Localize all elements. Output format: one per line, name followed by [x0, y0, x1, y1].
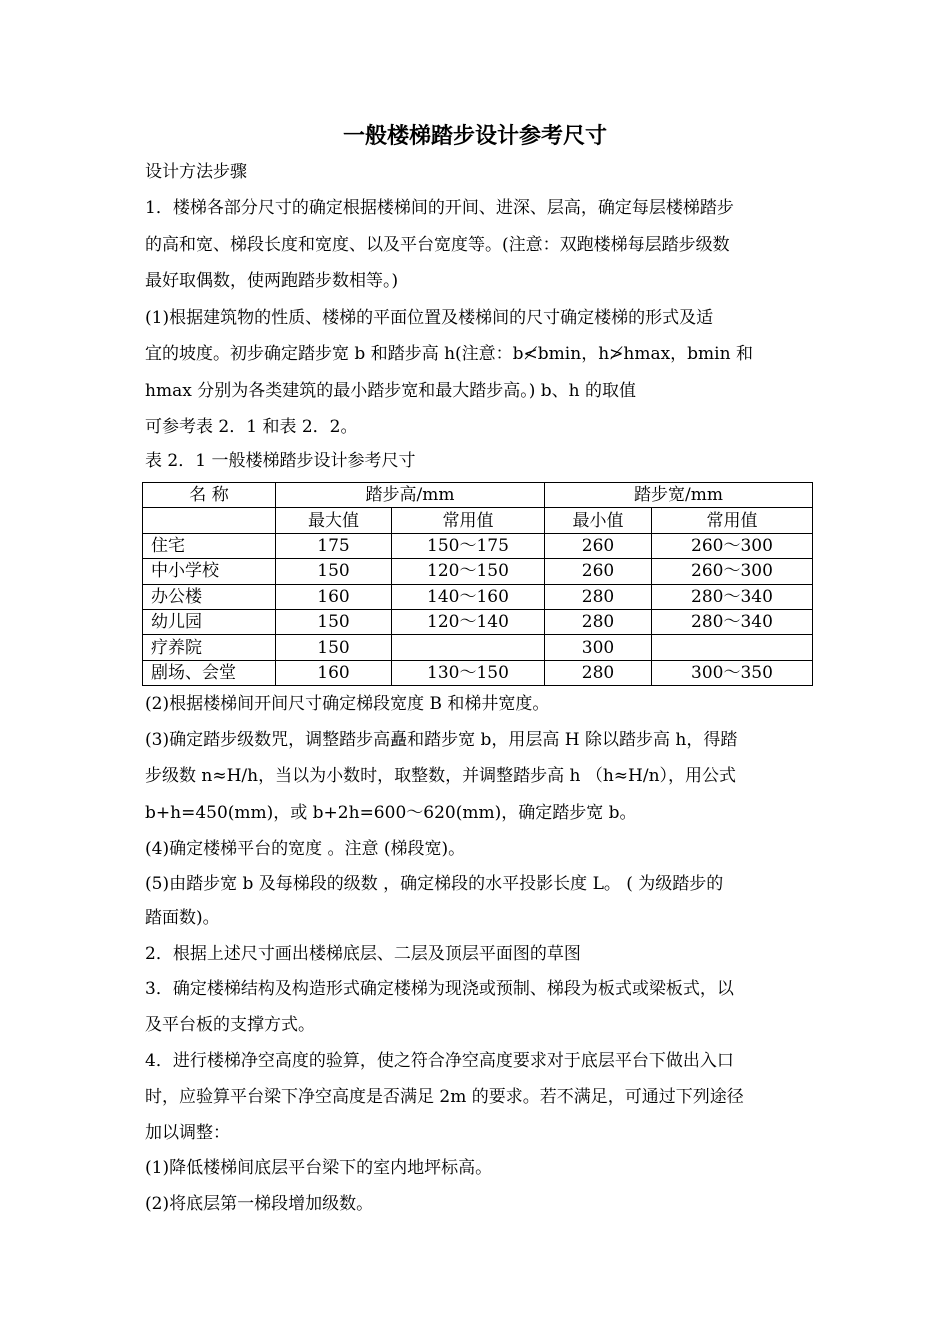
- cell-h-max: 160: [276, 584, 392, 609]
- table-row: [143, 584, 813, 609]
- cell-name: 办公楼: [143, 584, 276, 609]
- cell-h-common: 130～150: [392, 660, 545, 685]
- cell-w-min: 260: [545, 559, 652, 584]
- cell-w-common: 280～340: [652, 584, 813, 609]
- cell-w-common: [652, 635, 813, 660]
- table-header-row: [143, 483, 813, 508]
- text-line: (1)根据建筑物的性质、楼梯的平面位置及楼梯间的尺寸确定楼梯的形式及适: [145, 308, 714, 328]
- table-row: [143, 559, 813, 584]
- cell-h-max: 175: [276, 533, 392, 558]
- cell-h-max: 150: [276, 559, 392, 584]
- text-line: 最好取偶数，使两跑踏步数相等。): [145, 271, 399, 291]
- cell-h-common: 120～150: [392, 559, 545, 584]
- text-line: 4．进行楼梯净空高度的验算，使之符合净空高度要求对于底层平台下做出入口: [145, 1051, 734, 1071]
- header-step-width: 踏步宽/mm: [545, 483, 813, 508]
- cell-w-min: 280: [545, 609, 652, 634]
- text-line: (2)根据楼梯间开间尺寸确定梯段宽度 B 和梯井宽度。: [145, 694, 550, 714]
- text-line: hmax 分别为各类建筑的最小踏步宽和最大踏步高。) b、h 的取值: [145, 381, 636, 401]
- text-line: 步级数 n≈H/h，当以为小数时，取整数，并调整踏步高 h （h≈H/n），用公式: [145, 766, 737, 786]
- stair-dimension-table: [142, 482, 813, 686]
- table-row: [143, 533, 813, 558]
- cell-name: 剧场、会堂: [143, 660, 276, 685]
- text-line: (3)确定踏步级数咒，调整踏步高矗和踏步宽 b，用层高 H 除以踏步高 h，得踏: [145, 730, 738, 750]
- table-caption: 表 2．1 一般楼梯踏步设计参考尺寸: [145, 451, 416, 471]
- text-line: b+h=450(mm)，或 b+2h=600～620(mm)，确定踏步宽 b。: [145, 803, 637, 823]
- text-line: 及平台板的支撑方式。: [145, 1015, 315, 1035]
- text-line: (4)确定楼梯平台的宽度 。注意 (梯段宽)。: [145, 839, 466, 859]
- cell-w-min: 260: [545, 533, 652, 558]
- cell-w-min: 300: [545, 635, 652, 660]
- text-line: (1)降低楼梯间底层平台梁下的室内地坪标高。: [145, 1158, 493, 1178]
- cell-h-common: 120～140: [392, 609, 545, 634]
- subheader-common-height: 常用值: [392, 508, 545, 533]
- document-title: 一般楼梯踏步设计参考尺寸: [342, 123, 607, 149]
- cell-h-common: 150～175: [392, 533, 545, 558]
- header-name: 名 称: [143, 483, 276, 508]
- cell-h-max: 150: [276, 635, 392, 660]
- table-row: [143, 609, 813, 634]
- cell-w-common: 280～340: [652, 609, 813, 634]
- subheader-max: 最大值: [276, 508, 392, 533]
- cell-h-common: [392, 635, 545, 660]
- text-line: 宜的坡度。初步确定踏步宽 b 和踏步高 h(注意：b≮bmin，h≯hmax，bmin 和: [145, 344, 753, 364]
- cell-name: 疗养院: [143, 635, 276, 660]
- cell-w-common: 300～350: [652, 660, 813, 685]
- text-line: 可参考表 2．1 和表 2．2。: [145, 417, 358, 437]
- cell-name: 幼儿园: [143, 609, 276, 634]
- cell-w-common: 260～300: [652, 533, 813, 558]
- text-line: 时，应验算平台梁下净空高度是否满足 2m 的要求。若不满足，可通过下列途径: [145, 1087, 744, 1107]
- cell-w-min: 280: [545, 584, 652, 609]
- text-line: 设计方法步骤: [145, 162, 247, 182]
- table-row: [143, 635, 813, 660]
- text-line: 踏面数)。: [145, 908, 220, 928]
- cell-name: 中小学校: [143, 559, 276, 584]
- subheader-min: 最小值: [545, 508, 652, 533]
- text-line: (2)将底层第一梯段增加级数。: [145, 1194, 374, 1214]
- text-line: (5)由踏步宽 b 及每梯段的级数 ，确定梯段的水平投影长度 L。 ( 为级踏步的: [145, 874, 724, 894]
- text-line: 的高和宽、梯段长度和宽度、以及平台宽度等。(注意：双跑楼梯每层踏步级数: [145, 235, 730, 255]
- cell-name: 住宅: [143, 533, 276, 558]
- cell-h-max: 160: [276, 660, 392, 685]
- cell-h-common: 140～160: [392, 584, 545, 609]
- cell-h-max: 150: [276, 609, 392, 634]
- text-line: 3．确定楼梯结构及构造形式确定楼梯为现浇或预制、梯段为板式或梁板式，以: [145, 979, 734, 999]
- text-line: 2．根据上述尺寸画出楼梯底层、二层及顶层平面图的草图: [145, 944, 581, 964]
- subheader-empty: [143, 508, 276, 533]
- header-step-height: 踏步高/mm: [276, 483, 545, 508]
- text-line: 1．楼梯各部分尺寸的确定根据楼梯间的开间、进深、层高，确定每层楼梯踏步: [145, 198, 734, 218]
- subheader-common-width: 常用值: [652, 508, 813, 533]
- table-subheader-row: [143, 508, 813, 533]
- cell-w-common: 260～300: [652, 559, 813, 584]
- table-row: [143, 660, 813, 685]
- text-line: 加以调整：: [145, 1123, 230, 1143]
- cell-w-min: 280: [545, 660, 652, 685]
